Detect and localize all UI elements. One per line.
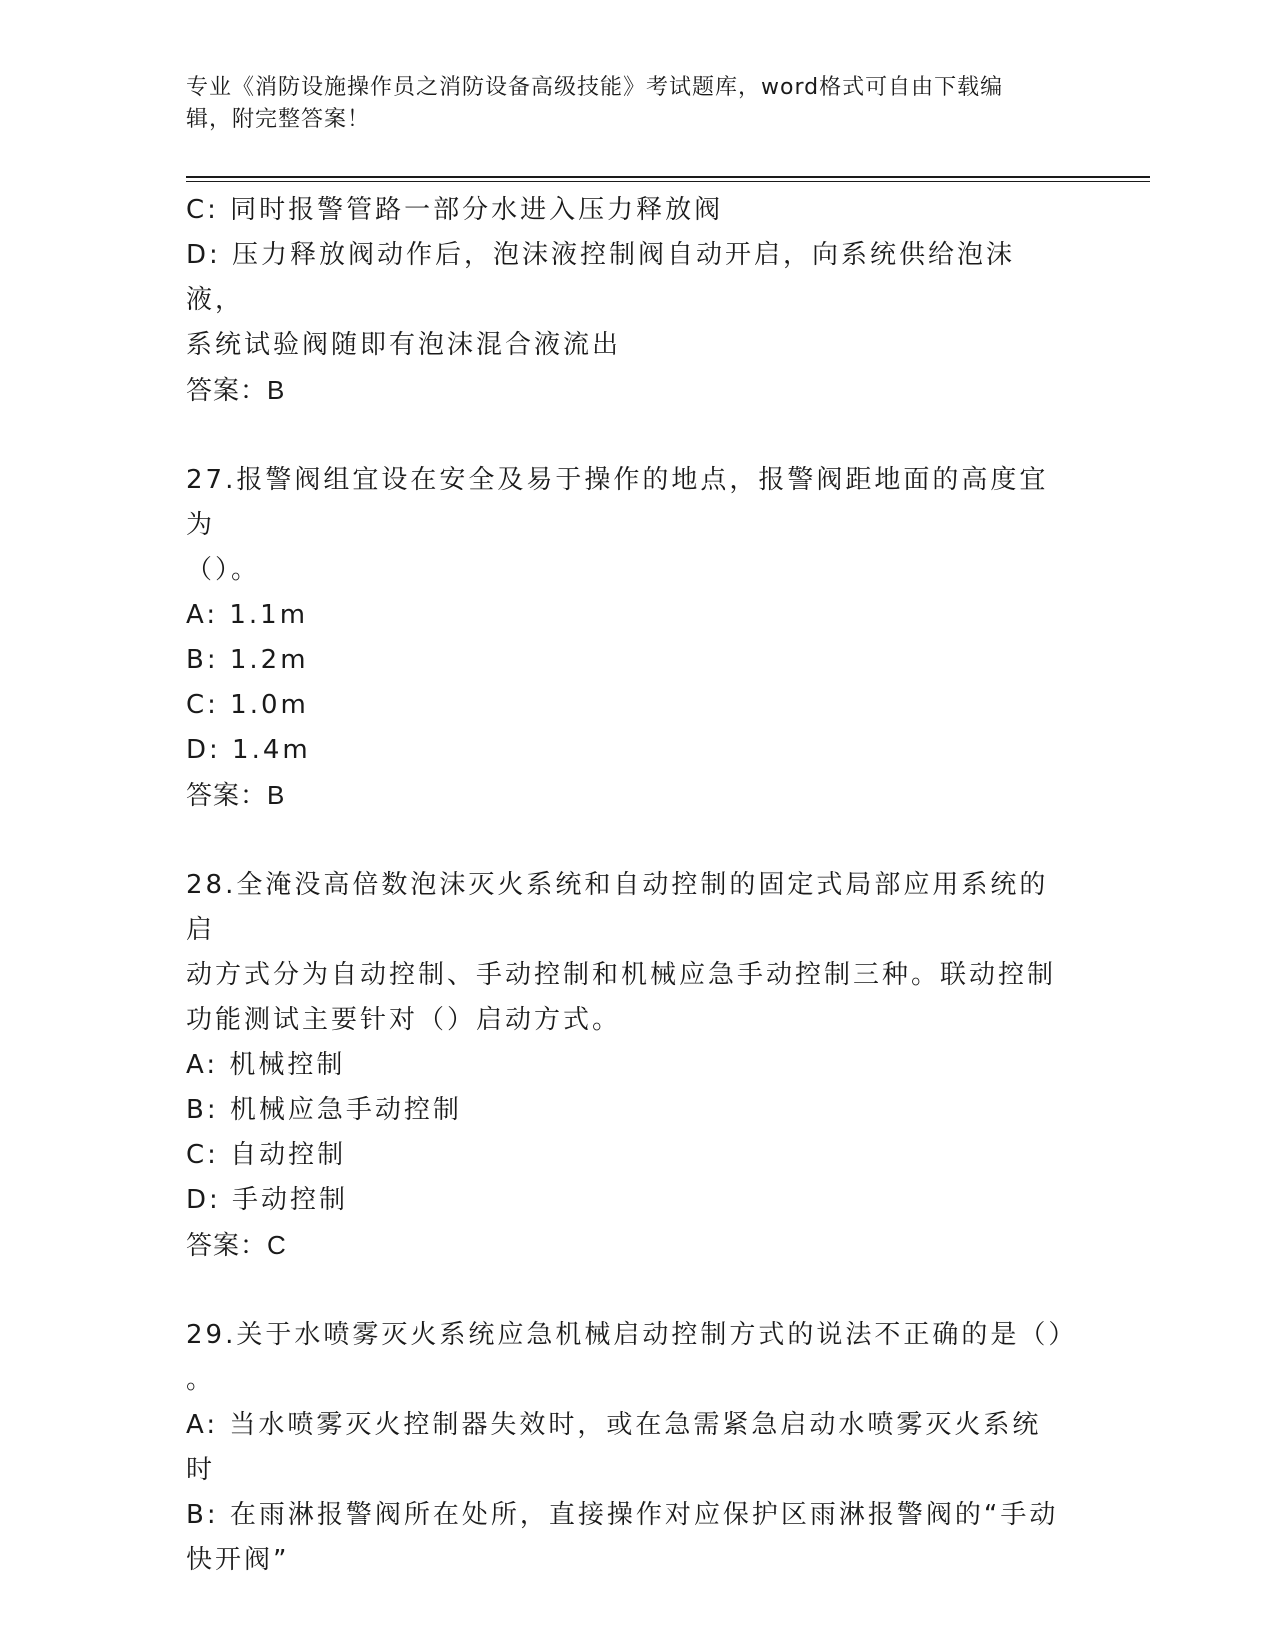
option-b-line-2: 快开阀” xyxy=(186,1545,290,1575)
spacer xyxy=(186,413,1066,458)
answer-line: 答案：B xyxy=(186,780,286,810)
header-divider-thin xyxy=(186,181,1150,182)
question-stem-line: 28.全淹没高倍数泡沫灭火系统和自动控制的固定式局部应用系统的启 xyxy=(186,870,1049,945)
option-d: D: 1.4m xyxy=(186,735,311,765)
option-c: C: 1.0m xyxy=(186,690,309,720)
option-d: D: 手动控制 xyxy=(186,1185,349,1215)
question-29 xyxy=(186,1313,1078,1583)
header-line-1: 专业《消防设施操作员之消防设备高级技能》考试题库，word格式可自由下载编 xyxy=(186,75,1004,100)
option-d-line-2: 系统试验阀随即有泡沫混合液流出 xyxy=(186,330,622,360)
option-a: A: 1.1m xyxy=(186,600,309,630)
question-content xyxy=(186,188,1078,1583)
question-27 xyxy=(186,458,1066,818)
option-b: B: 机械应急手动控制 xyxy=(186,1095,462,1125)
question-stem-line: 29.关于水喷雾灭火系统应急机械启动控制方式的说法不正确的是（） xyxy=(186,1320,1078,1350)
question-28 xyxy=(186,863,1066,1268)
header-divider-thick xyxy=(186,176,1150,178)
spacer xyxy=(186,1268,1066,1313)
question-26-tail xyxy=(186,188,1066,413)
answer-line: 答案：B xyxy=(186,375,286,405)
question-stem-line: （）。 xyxy=(186,555,261,585)
question-stem-line: 。 xyxy=(186,1365,216,1395)
header-line-2: 辑，附完整答案！ xyxy=(186,107,371,132)
option-a: A: 当水喷雾灭火控制器失效时，或在急需紧急启动水喷雾灭火系统时 xyxy=(186,1410,1042,1485)
option-b-line-1: B: 在雨淋报警阀所在处所，直接操作对应保护区雨淋报警阀的“手动 xyxy=(186,1500,1059,1530)
option-c: C: 自动控制 xyxy=(186,1140,347,1170)
question-stem-line: 功能测试主要针对（）启动方式。 xyxy=(186,1005,622,1035)
option-a: A: 机械控制 xyxy=(186,1050,346,1080)
option-d-line-1: D: 压力释放阀动作后，泡沫液控制阀自动开启，向系统供给泡沫液， xyxy=(186,240,1016,315)
answer-line: 答案：C xyxy=(186,1230,287,1260)
spacer xyxy=(186,818,1066,863)
question-stem-line: 动方式分为自动控制、手动控制和机械应急手动控制三种。联动控制 xyxy=(186,960,1057,990)
option-c: C: 同时报警管路一部分水进入压力释放阀 xyxy=(186,195,724,225)
question-stem-line: 27.报警阀组宜设在安全及易于操作的地点，报警阀距地面的高度宜为 xyxy=(186,465,1049,540)
option-b: B: 1.2m xyxy=(186,645,309,675)
page-header xyxy=(186,72,1066,136)
